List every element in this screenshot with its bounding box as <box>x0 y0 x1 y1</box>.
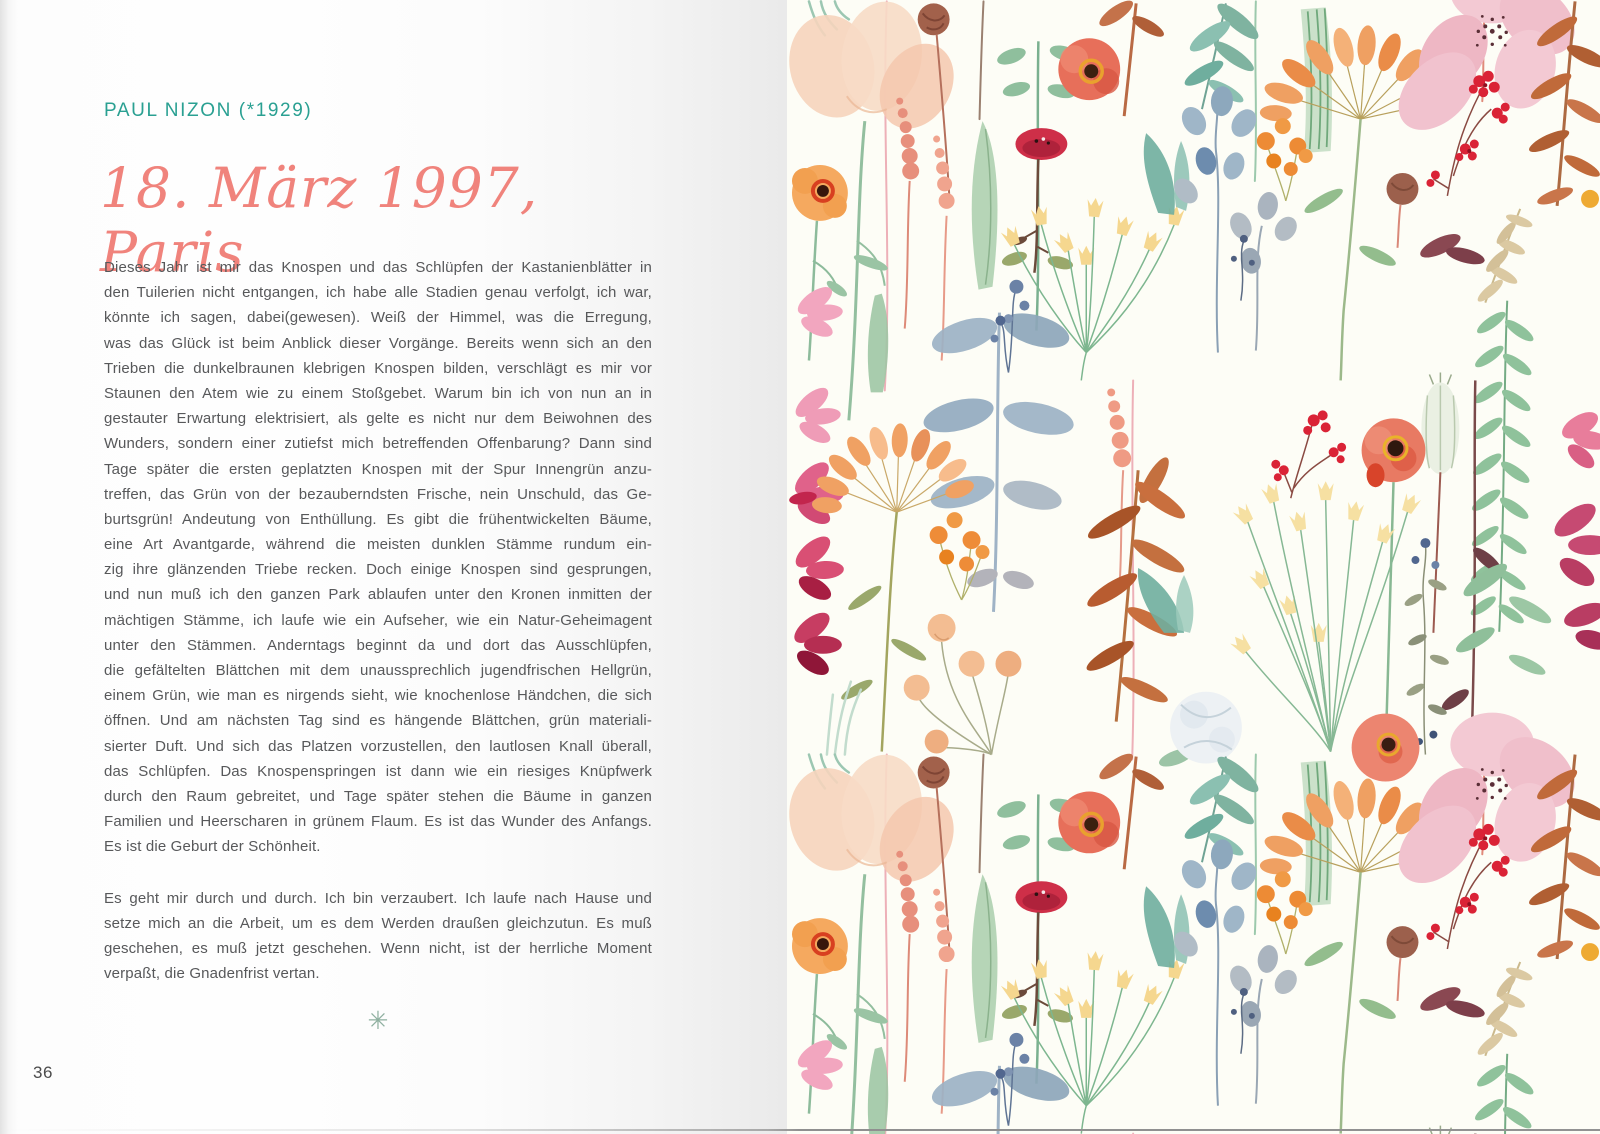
left-page <box>0 0 787 1134</box>
text-line: Es ist die Geburt der Schönheit. <box>104 838 321 856</box>
text-line: und nun muß ich den ganzen Park ablaufen unter den Kronen inmitten der <box>104 586 652 604</box>
author-heading: PAUL NIZON (*1929) <box>104 100 313 121</box>
body-text <box>104 255 652 1012</box>
text-line: mächtigen Stämme, ich laufe wie ein Aufseher, wie ein Natur-Geheimagent <box>104 611 652 629</box>
text-line: gestauter Erwartung elektrisiert, als gelte es nicht nur dem Beiwohnen des <box>104 410 652 428</box>
asterisk-ornament-icon: ✳ <box>367 1007 389 1035</box>
text-line: Trieben die dunkelbraunen klebrigen Knospen bilden, verschlägt es mir vor <box>104 359 652 377</box>
text-line: was das Glück ist beim Anblick dieser Vorgänge. Bereits wenn sich an den <box>104 334 652 352</box>
text-line: Familien und Heerscharen in grünem Flaum. Es ist das Wunder des Anfangs. <box>104 813 652 831</box>
text-line: setze mich an die Arbeit, um es dem Werden draußen gleichzutun. Es muß <box>104 914 652 932</box>
paragraph-1 <box>104 255 652 860</box>
text-line: durch den Raum gebreitet, und Tage später stehen die Bäume in ganzen <box>104 787 652 805</box>
text-line: öffnen. Und am nächsten Tag sind es hängende Blättchen, grün materiali- <box>104 712 652 730</box>
page-number: 36 <box>33 1063 53 1082</box>
entry-title: 18. März 1997, Paris <box>100 156 539 284</box>
text-line: könnte ich sagen, dabei(gewesen). Weiß der Himmel, was die Erregung, <box>104 309 652 327</box>
text-line: burtsgrün! Andeutung von Enthüllung. Es gibt die frühentwickelten Bäume, <box>104 510 652 528</box>
text-line: Staunen den Atem wie zu einem Stoßgebet. Warum bin ich von nun an in <box>104 384 652 402</box>
text-line: Tage später die ersten geplatzten Knospen mit der Spur Innengrün anzu- <box>104 460 652 478</box>
text-line: den Tuilerien nicht entgangen, ich habe alle Stadien genau verfolgt, ich war, <box>104 284 652 302</box>
text-line: verpaßt, die Gnadenfrist vertan. <box>104 965 320 983</box>
text-line: Es geht mir durch und durch. Ich bin verzaubert. Ich laufe nach Hause und <box>104 889 652 907</box>
text-line: eine Art Avantgarde, während die meisten dunklen Stämme rundum ein- <box>104 536 652 554</box>
text-line: Dieses Jahr ist mir das Knospen und das Schlüpfen der Kastanienblätter in <box>104 259 652 276</box>
floral-pattern-illustration <box>787 0 1600 1134</box>
text-line: die gefältelten Blättchen mit dem unaussprechlich jugendfrischen Hellgrün, <box>104 662 652 679</box>
text-line: Wunders, sondern einer zutiefst mich betreffenden Offenbarung? Dann sind <box>104 435 652 453</box>
paragraph-2 <box>104 886 652 987</box>
text-line: sierter Duft. Und sich das Platzen vorzustellen, den lautlosen Knall überall, <box>104 737 652 755</box>
text-line: treffen, das Grün von der bezauberndsten Frische, nein Unschuld, das Ge- <box>104 485 652 503</box>
text-line: geschehen, es muß jetzt geschehen. Wenn nicht, ist der herrliche Moment <box>104 939 652 957</box>
text-line: das Schlüpfen. Das Knospenspringen ist dann wie ein riesiges Knüpfwerk <box>104 762 652 780</box>
text-line: unter den Stämmen. Anderntags beginnt da und dort das Ausschlüpfen, <box>104 636 652 654</box>
right-page <box>787 0 1600 1134</box>
book-bottom-edge <box>0 1129 1600 1131</box>
text-line: einem Grün, wie man es nirgends sieht, wie knochenlose Händchen, die sich <box>104 687 652 705</box>
text-line: zig ihre glänzenden Triebe recken. Doch einige Knospen sind gesprungen, <box>104 561 652 579</box>
